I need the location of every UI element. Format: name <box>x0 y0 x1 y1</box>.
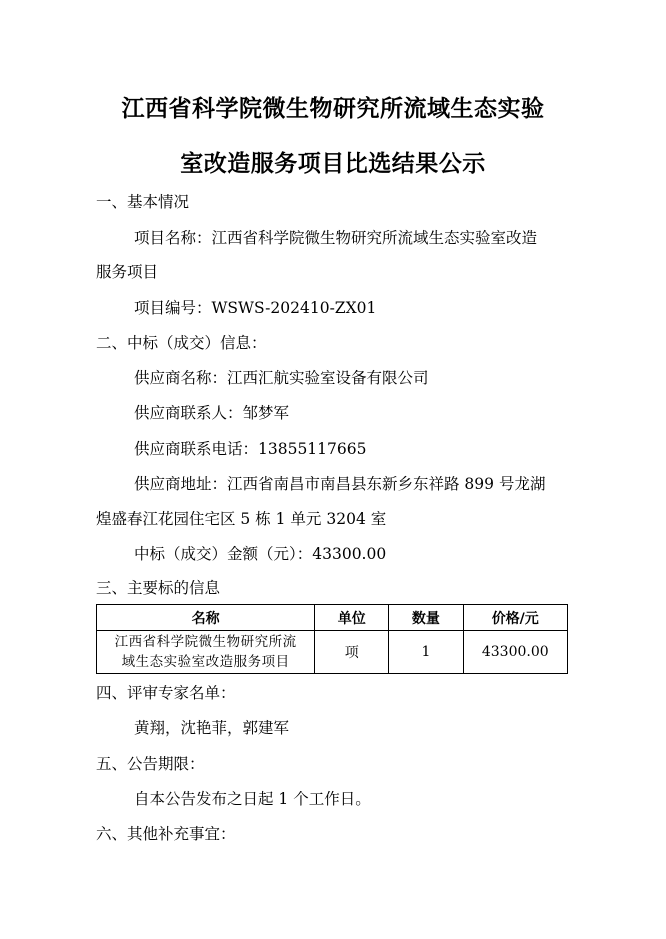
document-title-line1: 江西省科学院微生物研究所流域生态实验 <box>121 96 545 122</box>
cell-quantity: 1 <box>389 631 463 674</box>
supplier-contact: 供应商联系人：邹梦军 <box>134 404 290 422</box>
section5-heading: 五、公告期限： <box>96 755 205 773</box>
supplier-phone: 供应商联系电话：13855117665 <box>134 440 367 458</box>
document-title-line2: 室改造服务项目比选结果公示 <box>180 151 486 177</box>
cell-item-name-line1: 江西省科学院微生物研究所流 <box>114 634 297 650</box>
supplier-name: 供应商名称：江西汇航实验室设备有限公司 <box>134 369 429 387</box>
table-row <box>97 631 568 674</box>
award-amount: 中标（成交）金额（元）：43300.00 <box>134 545 387 563</box>
project-name-line1: 项目名称：江西省科学院微生物研究所流域生态实验室改造 <box>134 229 538 247</box>
header-price: 价格/元 <box>463 605 568 631</box>
project-number: 项目编号：WSWS-202410-ZX01 <box>134 299 377 317</box>
section4-heading: 四、评审专家名单： <box>96 684 236 702</box>
announcement-period: 自本公告发布之日起 1 个工作日。 <box>134 790 371 808</box>
header-name: 名称 <box>97 605 315 631</box>
cell-price: 43300.00 <box>463 631 568 674</box>
expert-list: 黄翔，沈艳菲，郭建军 <box>134 719 290 737</box>
section1-heading: 一、基本情况 <box>96 193 190 211</box>
table-header-row <box>97 605 568 631</box>
cell-item-name-line2: 域生态实验室改造服务项目 <box>121 654 290 670</box>
supplier-address-line1: 供应商地址：江西省南昌市南昌县东新乡东祥路 899 号龙湖 <box>134 475 546 493</box>
section3-heading: 三、主要标的信息 <box>96 579 221 597</box>
cell-unit: 项 <box>315 631 389 674</box>
header-quantity: 数量 <box>389 605 463 631</box>
subject-info-table <box>96 604 568 674</box>
cell-item-name <box>97 631 315 674</box>
supplier-address-line2: 煌盛春江花园住宅区 5 栋 1 单元 3204 室 <box>96 510 387 528</box>
section2-heading: 二、中标（成交）信息： <box>96 334 267 352</box>
project-name-line2: 服务项目 <box>96 263 159 281</box>
section6-heading: 六、其他补充事宜： <box>96 825 236 843</box>
header-unit: 单位 <box>315 605 389 631</box>
